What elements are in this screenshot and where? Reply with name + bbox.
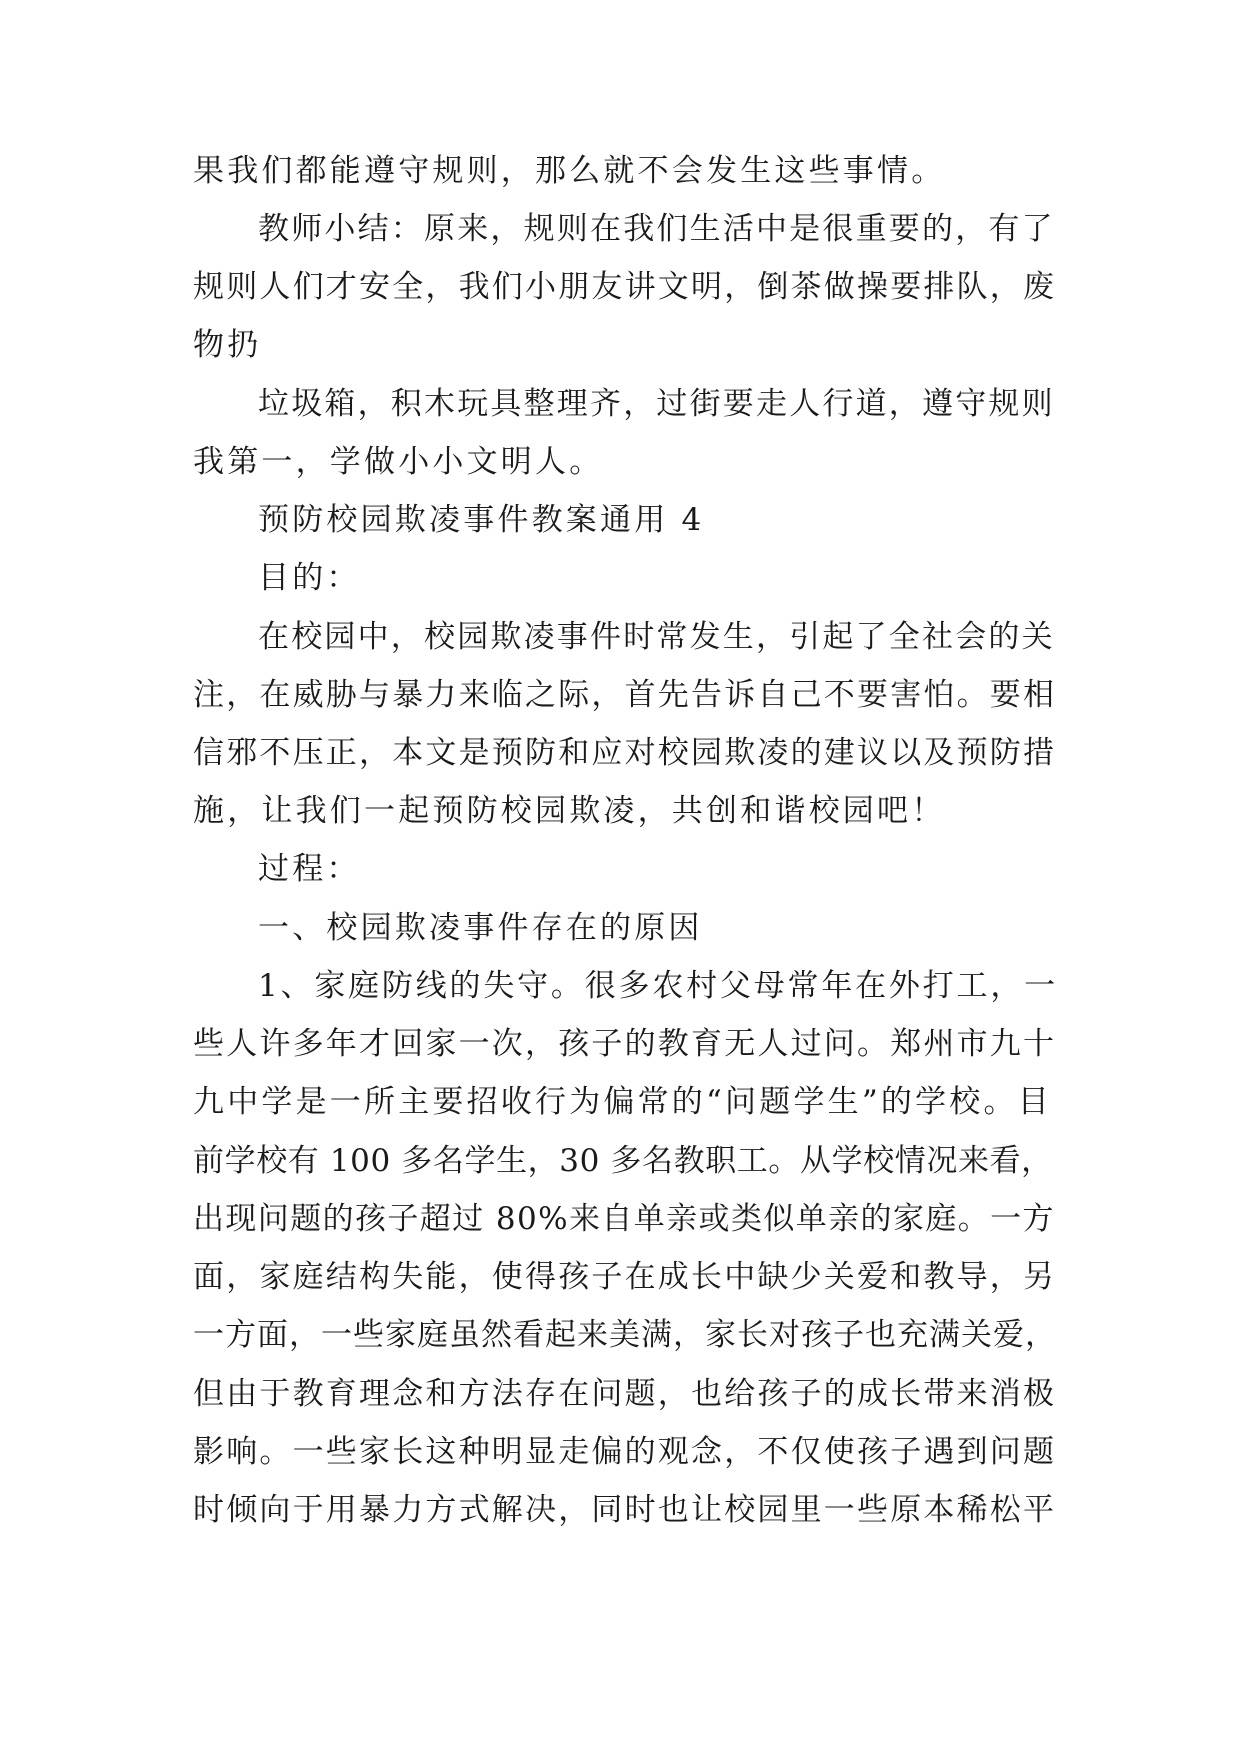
text-line: 教师小结：原来，规则在我们生活中是很重要的，有了 bbox=[258, 211, 1055, 247]
text-line: 垃圾箱，积木玩具整理齐，过街要走人行道，遵守规则 bbox=[258, 386, 1055, 422]
text-line: 规则人们才安全，我们小朋友讲文明，倒茶做操要排队，废 bbox=[193, 269, 1057, 305]
text-line: 目的： bbox=[258, 560, 361, 596]
text-line: 影响。一些家长这种明显走偏的观念，不仅使孩子遇到问题 bbox=[193, 1434, 1057, 1470]
text-line: 前学校有 100 多名学生，30 多名教职工。从学校情况来看， bbox=[193, 1143, 1053, 1179]
text-line: 一、校园欺凌事件存在的原因 bbox=[258, 910, 703, 946]
text-line: 出现问题的孩子超过 80%来自单亲或类似单亲的家庭。一方 bbox=[193, 1201, 1055, 1237]
text-line: 一方面，一些家庭虽然看起来美满，家长对孩子也充满关爱， bbox=[193, 1317, 1057, 1353]
text-line: 但由于教育理念和方法存在问题，也给孩子的成长带来消极 bbox=[193, 1376, 1057, 1412]
text-line: 施，让我们一起预防校园欺凌，共创和谐校园吧！ bbox=[193, 793, 946, 829]
text-line: 注，在威胁与暴力来临之际，首先告诉自己不要害怕。要相 bbox=[193, 677, 1057, 713]
text-line: 过程： bbox=[258, 851, 361, 887]
section-heading: 预防校园欺凌事件教案通用 4 bbox=[258, 502, 705, 538]
text-line: 九中学是一所主要招收行为偏常的“问题学生”的学校。目 bbox=[193, 1084, 1052, 1120]
text-line: 面，家庭结构失能，使得孩子在成长中缺少关爱和教导，另 bbox=[193, 1259, 1057, 1295]
text-line: 1、家庭防线的失守。很多农村父母常年在外打工，一 bbox=[258, 968, 1058, 1004]
text-line: 信邪不压正，本文是预防和应对校园欺凌的建议以及预防措 bbox=[193, 735, 1057, 771]
text-line: 时倾向于用暴力方式解决，同时也让校园里一些原本稀松平 bbox=[193, 1492, 1057, 1528]
text-line: 物扔 bbox=[193, 327, 262, 363]
text-line: 我第一，学做小小文明人。 bbox=[193, 444, 604, 480]
text-line: 些人许多年才回家一次，孩子的教育无人过问。郑州市九十 bbox=[193, 1026, 1057, 1062]
text-line: 果我们都能遵守规则，那么就不会发生这些事情。 bbox=[193, 153, 946, 189]
text-line: 在校园中，校园欺凌事件时常发生，引起了全社会的关 bbox=[258, 619, 1055, 655]
